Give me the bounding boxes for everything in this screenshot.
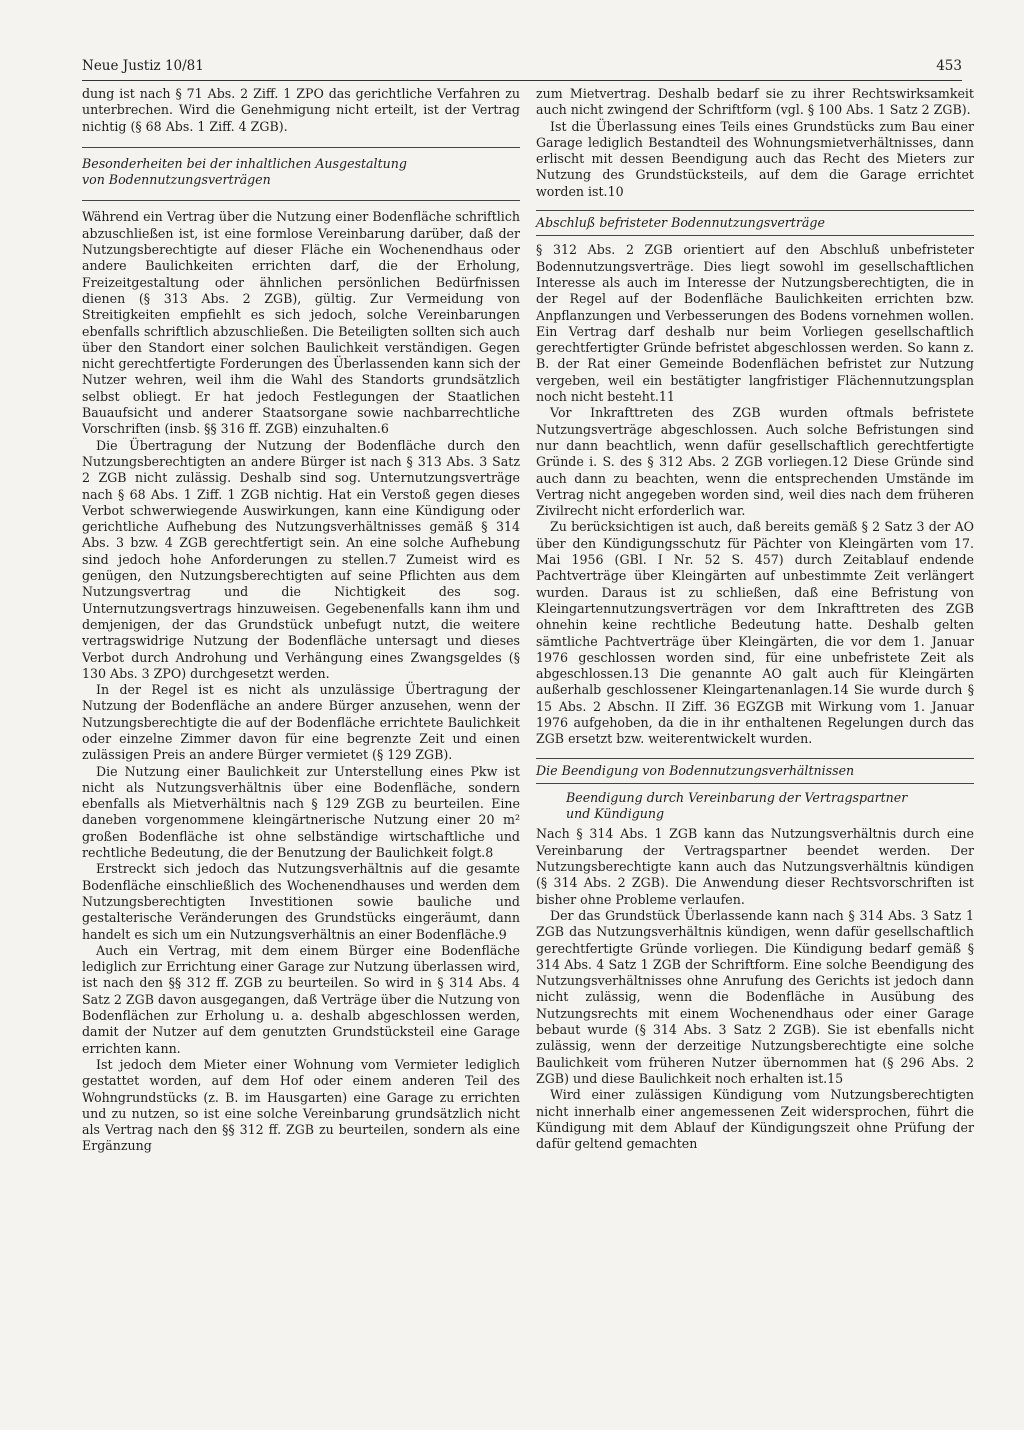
section-rule xyxy=(82,200,520,201)
paragraph: Ist jedoch dem Mieter einer Wohnung vom Vermieter lediglich gestattet worden, auf dem Hof oder einem anderen Teil des Wohngrundstücks (z. B. im Hausgarten) eine Garage zu errichten und zu nutzen, so ist eine solche Vereinbarung grundsätzlich nicht als Vertrag nach den §§ 312 ff. ZGB zu beurteilen, sondern als eine Ergänzung xyxy=(82,1056,520,1154)
paragraph: Der das Grundstück Überlassende kann nach § 314 Abs. 3 Satz 1 ZGB das Nutzungsverhältnis kündigen, wenn dafür gesellschaftlich gerechtfertigte Gründe vorliegen. Die Kündigung bedarf gemäß § 314 Abs. 4 Satz 1 ZGB der Schriftform. Eine solche Beendigung des Nutzungsverhältnisses ohne Anrufung des Gerichts ist jedoch dann nicht zulässig, wenn die Bodenfläche in Ausübung des Nutzungsrechts mit einem Wochenendhaus oder einer Garage bebaut wurde (§ 314 Abs. 3 Satz 2 ZGB). Sie ist ebenfalls nicht zulässig, wenn der derzeitige Nutzungsberechtigte eine solche Baulichkeit vom früheren Nutzer übernommen hat (§ 296 Abs. 2 ZGB) und diese Baulichkeit noch erhalten ist.15 xyxy=(536,907,974,1086)
section-heading-termination: Die Beendigung von Bodennutzungsverhältnissen xyxy=(536,758,974,784)
page-header xyxy=(82,58,962,80)
paragraph: Ist die Überlassung eines Teils eines Grundstücks zum Bau einer Garage lediglich Bestandteil des Wohnungsmietverhältnisses, dann erlischt mit dessen Beendigung auch das Recht des Mieters zur Nutzung des Grundstücksteils, auf dem die Garage errichtet worden ist.10 xyxy=(536,118,974,199)
paragraph: Vor Inkrafttreten des ZGB wurden oftmals befristete Nutzungsverträge abgeschlossen. Auch solche Befristungen sind nur dann beachtlich, wenn dafür gesellschaftlich gerechtfertigte Gründe i. S. des § 312 Abs. 2 ZGB vorliegen.12 Diese Gründe sind auch dann zu beachten, wenn die entsprechenden Umstände im Vertrag nicht angegeben worden sind, weil dies nach dem früheren Zivilrecht nicht erforderlich war. xyxy=(536,405,974,519)
paragraph: Auch ein Vertrag, mit dem einem Bürger eine Bodenfläche lediglich zur Errichtung einer Garage zur Nutzung überlassen wird, ist nach den §§ 312 ff. ZGB zu beurteilen. So wird in § 314 Abs. 4 Satz 2 ZGB davon ausgegangen, daß Verträge über die Nutzung von Bodenflächen zur Erholung u. a. deshalb abgeschlossen werden, damit der Nutzer auf dem genutzten Grundstücksteil eine Garage errichten kann. xyxy=(82,942,520,1056)
paragraph: Die Nutzung einer Baulichkeit zur Unterstellung eines Pkw ist nicht als Nutzungsverhältnis über eine Bodenfläche, sondern ebenfalls als Mietverhältnis nach § 129 ZGB zu beurteilen. Eine daneben vorgenommene kleingärtnerische Nutzung einer 20 m² großen Bodenfläche ist ohne selbständige wirtschaftliche und rechtliche Bedeutung, die der Benutzung der Baulichkeit folgt.8 xyxy=(82,763,520,861)
section-heading-content xyxy=(82,147,520,195)
paragraph: In der Regel ist es nicht als unzulässige Übertragung der Nutzung der Bodenfläche an andere Bürger anzusehen, wenn der Nutzungsberechtigte die auf der Bodenfläche errichtete Baulichkeit oder einzelne Zimmer davon für eine begrenzte Zeit und einen zulässigen Preis an andere Bürger vermietet (§ 129 ZGB). xyxy=(82,682,520,763)
section-heading-line: von Bodennutzungsverträgen xyxy=(82,172,271,188)
paragraph: Die Übertragung der Nutzung der Bodenfläche durch den Nutzungsberechtigten an andere Bürger ist nach § 313 Abs. 3 Satz 2 ZGB nicht zulässig. Deshalb sind sog. Unternutzungsverträge nach § 68 Abs. 1 Ziff. 1 ZGB nichtig. Hat ein Verstoß gegen dieses Verbot schwerwiegende Auswirkungen, kann eine Kündigung oder gerichtliche Aufhebung des Nutzungsverhältnisses gemäß § 314 Abs. 3 bzw. 4 ZGB gerechtfertigt sein. An eine solche Aufhebung sind jedoch hohe Anforderungen zu stellen.7 Zumeist wird es genügen, den Nutzungsberechtigten auf seine Pflichten aus dem Nutzungsvertrag und die Nichtigkeit des sog. Unternutzungsvertrags hinzuweisen. Gegebenenfalls kann ihm und demjenigen, der das Grundstück unbefugt nutzt, die weitere vertragswidrige Nutzung der Bodenfläche untersagt und dieses Verbot durch Androhung und Verhängung eines Zwangsgeldes (§ 130 Abs. 3 ZPO) durchgesetzt werden. xyxy=(82,437,520,681)
section-heading-fixed-term: Abschluß befristeter Bodennutzungsverträge xyxy=(536,210,974,236)
page-number: 453 xyxy=(936,58,962,74)
subsection-heading xyxy=(566,790,974,823)
right-column xyxy=(536,86,974,1152)
intro-paragraph: dung ist nach § 71 Abs. 2 Ziff. 1 ZPO das gerichtliche Verfahren zu unterbrechen. Wird die Genehmigung nicht erteilt, ist der Vertrag nichtig (§ 68 Abs. 1 Ziff. 4 ZGB). xyxy=(82,86,520,134)
subsection-heading-line: und Kündigung xyxy=(566,806,665,822)
paragraph: zum Mietvertrag. Deshalb bedarf sie zu ihrer Rechtswirksamkeit auch nicht zwingend der Schriftform (vgl. § 100 Abs. 1 Satz 2 ZGB). xyxy=(536,86,974,118)
paragraph: Zu berücksichtigen ist auch, daß bereits gemäß § 2 Satz 3 der AO über den Kündigungsschutz für Pächter von Kleingärten vom 17. Mai 1956 (GBl. I Nr. 52 S. 457) durch Zeitablauf endende Pachtverträge über Kleingärten auf unbestimmte Zeit verlängert wurden. Daraus ist zu schließen, daß eine Befristung von Kleingartennutzungsverträgen vor dem Inkrafttreten des ZGB ohnehin keine rechtliche Bedeutung hatte. Deshalb gelten sämtliche Pachtverträge über Kleingärten, die vor dem 1. Januar 1976 geschlossen worden sind, für eine unbefristete Zeit als abgeschlossen.13 Die genannte AO galt auch für Kleingärten außerhalb geschlossener Kleingartenanlagen.14 Sie wurde durch § 15 Abs. 2 Abschn. II Ziff. 36 EGZGB mit Wirkung vom 1. Januar 1976 aufgehoben, da die in ihr enthaltenen Regelungen durch das ZGB ersetzt bzw. weiterentwickelt wurden. xyxy=(536,519,974,747)
header-rule xyxy=(82,80,962,81)
paragraph: Erstreckt sich jedoch das Nutzungsverhältnis auf die gesamte Bodenfläche einschließlich des Wochenendhauses und werden dem Nutzungsberechtigten Investitionen sowie bauliche und gestalterische Veränderungen des Grundstücks eingeräumt, dann handelt es sich um ein Nutzungsverhältnis an einer Bodenfläche.9 xyxy=(82,861,520,942)
journal-title: Neue Justiz 10/81 xyxy=(82,58,204,74)
paragraph: § 312 Abs. 2 ZGB orientiert auf den Abschluß unbefristeter Bodennutzungsverträge. Dies liegt sowohl im gesellschaftlichen Interesse als auch im Interesse der Nutzungsberechtigten, die in der Regel auf der Bodenfläche Baulichkeiten errichten bzw. Anpflanzungen und Verbesserungen des Bodens vornehmen wollen. Ein Vertrag darf deshalb nur beim Vorliegen gesellschaftlich gerechtfertigter Gründe befristet abgeschlossen werden. So kann z. B. der Rat einer Gemeinde Bodenflächen befristet zur Nutzung vergeben, weil ein bestätigter langfristiger Flächennutzungsplan noch nicht besteht.11 xyxy=(536,242,974,405)
paragraph: Nach § 314 Abs. 1 ZGB kann das Nutzungsverhältnis durch eine Vereinbarung der Vertragspartner beendet werden. Der Nutzungsberechtigte kann auch das Nutzungsverhältnis kündigen (§ 314 Abs. 2 ZGB). Die Anwendung dieser Rechtsvorschriften ist bisher ohne Probleme verlaufen. xyxy=(536,826,974,907)
left-column xyxy=(82,86,520,1155)
subsection-heading-line: Beendigung durch Vereinbarung der Vertragspartner xyxy=(566,789,908,805)
paragraph: Wird einer zulässigen Kündigung vom Nutzungsberechtigten nicht innerhalb einer angemessenen Zeit widersprochen, führt die Kündigung mit dem Ablauf der Kündigungszeit ohne Prüfung der dafür geltend gemachten xyxy=(536,1087,974,1152)
paragraph: Während ein Vertrag über die Nutzung einer Bodenfläche schriftlich abzuschließen ist, ist eine formlose Vereinbarung darüber, daß der Nutzungsberechtigte auf dieser Fläche ein Wochenendhaus oder andere Baulichkeiten errichten darf, die der Erholung, Freizeitgestaltung oder ähnlichen persönlichen Bedürfnissen dienen (§ 313 Abs. 2 ZGB), gültig. Zur Vermeidung von Streitigkeiten empfiehlt es sich jedoch, solche Vereinbarungen ebenfalls schriftlich abzuschließen. Die Beteiligten sollten sich auch über den Standort einer solchen Baulichkeit verständigen. Gegen nicht gerechtfertigte Forderungen des Überlassenden kann sich der Nutzer wehren, weil ihm die Wahl des Standorts grundsätzlich selbst obliegt. Er hat jedoch Festlegungen der Staatlichen Bauaufsicht und anderer Staatsorgane sowie nachbarrechtliche Vorschriften (insb. §§ 316 ff. ZGB) einzuhalten.6 xyxy=(82,209,520,437)
section-heading-line: Besonderheiten bei der inhaltlichen Ausgestaltung xyxy=(82,155,407,171)
